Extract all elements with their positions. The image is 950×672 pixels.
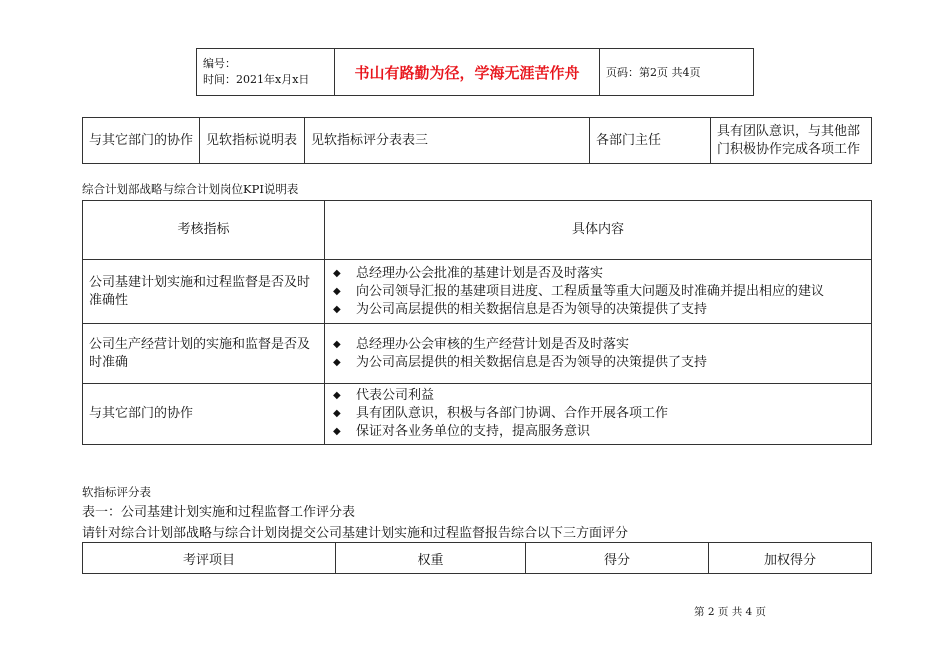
list-item — [329, 405, 867, 423]
kpi-content — [325, 384, 872, 445]
score-header-item: 考评项目 — [83, 543, 336, 574]
list-item-text: 总经理办公会批准的基建计划是否及时落实 — [356, 265, 604, 281]
table-row — [83, 260, 872, 324]
number-label: 编号： — [203, 57, 236, 70]
kpi-content — [325, 324, 872, 384]
cell-description: 具有团队意识，与其他部门积极协作完成各项工作 — [711, 118, 872, 164]
list-item-text: 向公司领导汇报的基建项目进度、工程质量等重大问题及时准确并提出相应的建议 — [356, 283, 825, 299]
diamond-bullet-icon: ◆ — [333, 303, 341, 315]
list-item — [329, 283, 867, 301]
score-header-score: 得分 — [526, 543, 709, 574]
diamond-bullet-icon: ◆ — [333, 338, 341, 350]
kpi-caption: 综合计划部战略与综合计划岗位KPI说明表 — [82, 182, 299, 196]
kpi-indicator: 公司生产经营计划的实施和监督是否及时准确 — [83, 324, 325, 384]
list-item-text: 代表公司利益 — [356, 388, 435, 403]
kpi-table — [82, 200, 872, 445]
page-header — [196, 48, 754, 96]
cell-scoring: 见软指标评分表表三 — [305, 118, 590, 164]
time-label: 时间：2021年x月x日 — [203, 73, 310, 86]
kpi-indicator: 公司基建计划实施和过程监督是否及时准确性 — [83, 260, 325, 324]
list-item-text: 总经理办公会审核的生产经营计划是否及时落实 — [356, 336, 630, 352]
kpi-header-content: 具体内容 — [325, 201, 872, 260]
list-item-text: 为公司高层提供的相关数据信息是否为领导的决策提供了支持 — [356, 354, 708, 370]
diamond-bullet-icon: ◆ — [333, 285, 341, 297]
list-item — [329, 423, 867, 441]
header-motto: 书山有路勤为径，学海无涯苦作舟 — [335, 49, 600, 96]
soft-indicator-caption: 软指标评分表 — [82, 485, 151, 499]
table1-title: 表一：公司基建计划实施和过程监督工作评分表 — [82, 505, 356, 520]
kpi-header-indicator: 考核指标 — [83, 201, 325, 260]
list-item — [329, 354, 867, 372]
score-header-weight: 权重 — [336, 543, 526, 574]
list-item — [329, 336, 867, 354]
list-item-text: 保证对各业务单位的支持，提高服务意识 — [356, 424, 591, 439]
table1-instruction: 请针对综合计划部战略与综合计划岗提交公司基建计划实施和过程监督报告综合以下三方面评分 — [82, 526, 629, 541]
list-item — [329, 387, 867, 405]
score-header-weighted: 加权得分 — [709, 543, 872, 574]
cell-responsible: 各部门主任 — [590, 118, 711, 164]
list-item — [329, 265, 867, 283]
header-page-label: 页码：第2页 共4页 — [600, 49, 754, 96]
table-row — [83, 324, 872, 384]
diamond-bullet-icon: ◆ — [333, 390, 341, 401]
list-item-text: 具有团队意识，积极与各部门协调、合作开展各项工作 — [356, 406, 669, 421]
diamond-bullet-icon: ◆ — [333, 426, 341, 437]
cell-reference: 见软指标说明表 — [200, 118, 305, 164]
score-table — [82, 542, 872, 574]
page-footer: 第 2 页 共 4 页 — [694, 606, 767, 618]
list-item — [329, 301, 867, 319]
diamond-bullet-icon: ◆ — [333, 408, 341, 419]
header-meta — [197, 49, 335, 96]
cell-item: 与其它部门的协作 — [83, 118, 200, 164]
kpi-indicator: 与其它部门的协作 — [83, 384, 325, 445]
diamond-bullet-icon: ◆ — [333, 267, 341, 279]
diamond-bullet-icon: ◆ — [333, 356, 341, 368]
cooperation-row-table — [82, 117, 872, 164]
list-item-text: 为公司高层提供的相关数据信息是否为领导的决策提供了支持 — [356, 301, 708, 317]
table-row — [83, 384, 872, 445]
kpi-content — [325, 260, 872, 324]
